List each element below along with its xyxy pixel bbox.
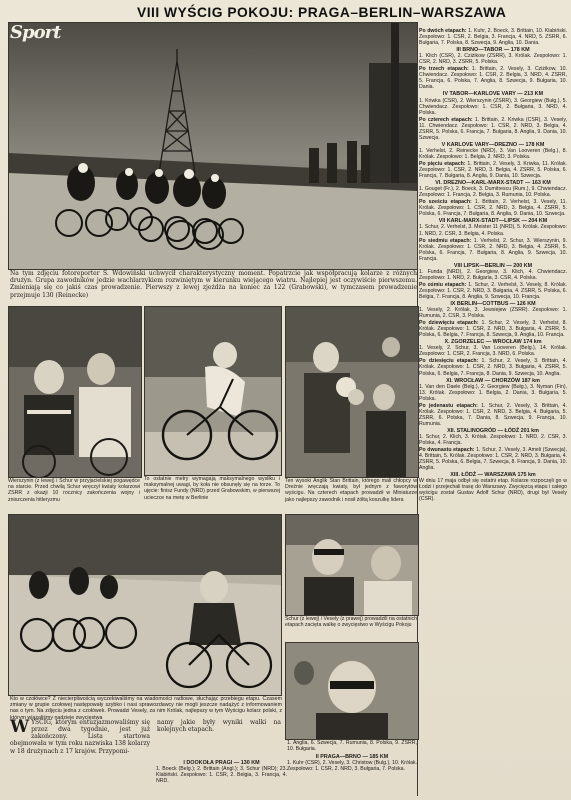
stage-result-label: Po dziewięciu etapach:	[419, 320, 479, 327]
stage-result-block	[419, 161, 567, 179]
stage-result-title: XII. STALINOGRÓD — ŁÓDŹ 201 km	[447, 427, 539, 434]
stage-result-title: IV TABOR—KARLOVE VARY — 213 KM	[442, 91, 544, 98]
photo-lead-group	[8, 514, 282, 696]
stage-result-block	[419, 378, 567, 402]
stage-result-body: 1. Brittain, 2. Verhelst, 3. Vesely, 11. Królak. Zespołowo: 1. CSR, 2. NRD, 3. Belgia, 4. ZSRR, 5. Polska, 6. Francja, 7. Bułgaria, 8. Anglia, 9. Dania, 10. Szwecja.	[419, 199, 567, 218]
lead-group-caption: Kto w czołówce? Z niecierpliwością wyczekiwaliśmy na wiadomości radiowe, słuchając przebiegu etapu. Czasem zmiany w grupie czołowej następowały szybko i nasi sprawozdawcy nie mogli jeszcze nadążyć z informowaniem nas o tym. Na zdjęciu jedna z czołówek. Prowadzi Vesely, za nim Królak, najlepszy w tym Wyścigu kolarz polski, z którym wiązaliśmy nadzieje zwycięstwa	[10, 696, 282, 721]
stage-result-block	[419, 238, 567, 262]
stage-result-text	[419, 384, 567, 402]
stage-result-block	[419, 47, 567, 65]
stage-result-body: 1. Schur, 2. Vesely, 3. Brittain, 4. Królak. Zespołowo: 1. CSR, 2. NRD, 3. Bułgaria, 4. ZSRR, 5. Polska, 6. Belgia, 7. Francja, 8. Dania, 9. Szwecja, 10. Anglia.	[419, 358, 567, 377]
stage-result-body: 1. Kuhr, 2. Boeck, 3. Brittain, 10. Klabiński. Zespołowo: 1. CSR, 2. Belgia, 3. Francja, 4. NRD, 5. ZSRR, 6. Bułgaria, 7. Polska, 8. Szwecja, 9. Anglia, 10. Dania.	[419, 28, 567, 47]
stage-result-text	[419, 269, 567, 281]
hero-photo-peloton	[8, 22, 418, 270]
stage-result-body: 1. Schur, 2. Verhelst, 3. Vesely, 8. Królak. Zespołowo: 1. CSR, 2. NRD, 3. Bułgaria, 4. ZSRR, 5. Polska, 6. Belgia, 7. Francja, 8. Anglia, 9. Szwecja, 10. Francja.	[419, 281, 567, 300]
stage-result-block	[419, 117, 567, 141]
stage-result-body: 1. Schur, 2. Vesely, 3. Brittain, 4. Królak. Zespołowo: 1. CSR, 2. NRD, 3. Belgia, 4. Bułgaria, 5. ZSRR, 6. Polska, 7. Dania, 8. Szwecja, 9. Francja, 10. Rumunia.	[419, 402, 567, 427]
stage-result-body: 1. Vesely, 2. Schur, 3. Van Looveren (Belg.), 14. Królak. Zespołowo: 1. CSR, 2. Francja, 3. NRD, 6. Polska.	[419, 345, 567, 358]
stage-result-block	[419, 218, 567, 236]
stage-result-text	[419, 282, 567, 300]
photo-rider-portrait	[285, 642, 419, 740]
stage-result-block	[419, 28, 567, 46]
stage-result-text	[419, 66, 567, 90]
stage-result-text	[419, 320, 567, 338]
stage-result-text	[419, 186, 567, 198]
stage-result-block	[419, 91, 567, 115]
stage-result-title: VI. DREZNO—KARL-MARX-STADT — 163 KM	[435, 180, 551, 187]
stage-result-body: W dniu 17 maja odbył się ostatni etap. Kolarze rozpoczęli go w Łodzi i przejechali trasę do Warszawy. Zwycięzcą etapu i całego wyścigu został Gustav Adolf Schur (NRD), drugi był Vesely (CSR).	[419, 478, 567, 503]
stage-result-body: 1. Schur, 2. Verhelst, 3. Meister 11 (NRD), 5. Królak. Zespołowo: 1. NRD, 2. CSR, 3. Belgia, 4. Polska.	[419, 224, 567, 237]
stage-result-block	[419, 199, 567, 217]
stage-result-text	[419, 224, 567, 236]
stage-result-label: Po czterech etapach:	[419, 116, 473, 123]
photo-a-caption: Wierszynin (z lewej) i Schur w przyjacielskiej pogawędce na starcie. Przed chwilą Schur wręczył kwiaty kolarzowi ZSRR z okazji 10 rocznicy zakończenia wojny i zniszczenia hitleryzmu	[8, 478, 140, 503]
stage-result-body: 1. Klich (CSR), 2. Cziżikow (ZSRR), 3. Królak. Zespołowo: 1. CSR, 2. NRD, 3. ZSRR, 5. Polska.	[419, 53, 567, 66]
stage-result-block	[419, 403, 567, 427]
stage-result-block	[419, 66, 567, 90]
two-riders-portrait-icon	[286, 515, 418, 615]
stage-result-label: Po jedenastu etapach:	[419, 402, 478, 409]
stage-result-body: 1. Vesely, 2. Królak, 3. Jewsiejew (ZSRR). Zespołowo: 1. Rumunia, 2. CSR, 3. Polska.	[419, 307, 567, 320]
article-intro	[10, 719, 150, 800]
stage-results-column	[419, 28, 567, 796]
stage-result-title: XIII. ŁÓDŹ — WARSZAWA 175 km	[450, 472, 536, 479]
stage-result-label: Po dwunastu etapach:	[419, 447, 475, 454]
stage-result-body: 1. Van den Daele (Belg.), 2. Georgiew (Bułg.), 3. Nyman (Fin), 13. Królak. Zespołowo: 1. Belgia, 2. Dania, 3. Bułgaria, 5. Polska.	[419, 383, 567, 402]
stage-result-text	[419, 28, 567, 46]
article-intro-text: YŚCIG, którym entuzjazmowaliśmy się przez dwa tygodnie, jest już zakończony. Lista startowa obejmowała w tym roku nazwiska 138 kolarzy w 18 drużynach z 17 krajów. Przypomi-	[10, 719, 151, 755]
crowd-flowers-image-icon	[286, 307, 418, 477]
stage-result-block	[419, 358, 567, 376]
stage-result-text	[419, 403, 567, 427]
stage-2-title: II PRAGA—BRNO — 185 KM	[315, 754, 389, 761]
stage-result-title: VII KARL-MARX-STADT—LIPSK — 204 KM	[438, 218, 548, 225]
stage-result-label: Po ośmiu etapach:	[419, 281, 467, 288]
lead-group-image-icon	[9, 515, 281, 695]
photo-sprint-finish	[144, 306, 282, 476]
stage-result-block	[419, 339, 567, 357]
stage-result-body: 1. Kriwka (CSR), 2. Wierszynin (ZSRR), 3. Georgiew (Bułg.), 5. Chwiendacz. Zespołowo: 1. CSR, 2. Bułgaria, 3. NRD, 4. Polska.	[419, 97, 567, 116]
stage-result-body: 1. Verhelst, 2. Reinecke (NRD), 3. Van Looveren (Belg.), 8. Królak. Zespołowo: 1. Belgia, 2. NRD, 3. Polska.	[419, 147, 567, 160]
stage-result-title: IX BERLIN—COTTBUS — 126 KM	[450, 301, 536, 308]
stage-result-block	[419, 180, 567, 198]
stage-result-label: Po dwóch etapach:	[419, 28, 467, 34]
stage-result-title: VIII LIPSK—BERLIN — 200 KM	[453, 262, 533, 269]
stage-result-label: Po dziesięciu etapach:	[419, 358, 479, 365]
stage-result-text	[419, 148, 567, 160]
stage-1-results	[156, 760, 287, 784]
stages-tail-text: 1. Anglia, 6. Szwecja, 7. Rumunia, 8. Polska, 9. ZSRR, 10. Bułgaria.	[287, 740, 417, 753]
stage-result-body: 1. Brittain, 2. Kriwka (CSR), 3. Vesely, 11. Chwiendacz. Zespołowo: 1. CSR, 2. NRD, 3. Belgia, 4. ZSRR, 5. Polska, 6. Francja, 7. Bułgaria, 8. Anglia, 9. Dania, 10. Szwecja.	[419, 116, 567, 141]
stage-1-text: 1. Boeck (Belg.); 2. Brittain (Angl.); 3. Schur (NRD); 23. Klabiński. Zespołowo: 1. CSR, 2. Belgia, 3. Francja, 4. NRD.	[156, 766, 287, 785]
sport-logo: Sport	[10, 22, 61, 43]
stage-result-block	[419, 301, 567, 319]
stage-result-title: XI. WROCŁAW — CHORZÓW 187 km	[446, 377, 540, 384]
photo-b-caption: To ostatnie metry wymagają maksymalnego wysiłku i maksymalnej uwagi, by koła nie obsunęły się na torze. To ujęcie: finisz Fundy (NRD) przed Grabowskim, w pierwszej ucieczce na metę w Berlinie	[144, 476, 280, 501]
stage-result-title: III BRNO—TABOR — 178 KM	[456, 47, 530, 54]
drop-cap: W	[10, 717, 30, 737]
sprinter-image-icon	[145, 307, 281, 475]
stage-result-text	[419, 434, 567, 446]
stage-result-text	[419, 345, 567, 357]
photo-brittain-flowers	[285, 306, 419, 478]
stage-result-text	[419, 447, 567, 471]
stage-result-text	[419, 478, 567, 502]
stage-result-body: 1. Schur, 2. Vesely, 3. Verhelst, 8. Królak. Zespołowo: 1. CSR, 2. NRD, 3. Bułgaria, 4. ZSRR, 5. Polska, 6. Belgia, 7. Francja, 8. Szwecja, 9. Anglia, 10. Francja.	[419, 320, 567, 339]
stage-result-text	[419, 358, 567, 376]
stage-result-body: 1. Schur, 2. Vesely, 3. Ameli (Szwecja), 4. Brittain, 5. Królak. Zespołowo: 1. CSR, 2. NRD, 3. Bułgaria, 4. ZSRR, 5. Polska, 6. Belgia, 7. Szwecja, 8. Francja, 9. Dania, 10. Anglia.	[419, 447, 567, 472]
stage-result-body: 1. Funda (NRD), 2. Georgiew, 3. Klich, 4. Chwiendacz. Zespołowo: 1. NRD, 2. Bułgaria, 3. CSR, 4. Polska.	[419, 268, 567, 281]
rider-face-image-icon	[286, 643, 418, 739]
stage-2-text: 1. Kuhr (CSR), 2. Vesely, 3. Christow (Bulg.), 10. Królak. Zespołowo: 1. CSR, 2. NRD, 3. Bułgaria, 7. Polska.	[287, 760, 417, 773]
stage-result-block	[419, 282, 567, 300]
stage-result-label: Po pięciu etapach:	[419, 160, 466, 167]
stage-result-label: Po siedmiu etapach:	[419, 237, 472, 244]
peloton-image-icon	[9, 23, 417, 269]
stage-result-text	[419, 117, 567, 141]
photo-d-caption: Schur (z lewej) i Vesely (z prawej) prowadzili na ostatnich etapach zacięta walkę o zwycięstwo w Wyścigu Pokoju	[285, 616, 417, 629]
stage-result-body: 1. Brittain, 2. Vesely, 3. Cziżikow, 10. Chwiendacz. Zespołowo: 1. CSR, 2. Belgia, 3. NRD, 4. ZSRR, 5. Francja, 6. Polska, 7. Anglia, 8. Szwecja, 9. Bułgaria, 10. Dania.	[419, 66, 567, 91]
stage-result-title: X. ZGORZELEC — WROCŁAW 174 km	[444, 339, 542, 346]
stage-result-text	[419, 98, 567, 116]
page-headline: VIII WYŚCIG POKOJU: PRAGA–BERLIN–WARSZAWA	[137, 5, 507, 20]
stage-result-block	[419, 320, 567, 338]
article-continuation-text: namy jakie były wyniki walki na kolejnych etapach.	[157, 719, 281, 734]
stage-result-block	[419, 142, 567, 160]
stage-result-block	[419, 472, 567, 502]
stage-result-body: 1. Verhelst, 2. Schur, 3. Wierszynin, 9. Królak. Zespołowo: 1. CSR, 2. NRD, 3. Belgia, 4. ZSRR, 5. Polska, 6. Francja, 7. Bułgaria, 8. Anglia, 9. Szwecja, 10. Francja.	[419, 237, 567, 262]
stage-result-body: 1. Gouget (Fr.), 2. Boeck, 3. Dumitrescu (Rum.), 9. Chwiendacz. Zespołowo: 1. Francja, 2. Belgia, 3. Rumunia, 10. Polska.	[419, 186, 567, 199]
stage-result-label: Po sześciu etapach:	[419, 199, 472, 206]
stage-1-title: I DOOKOŁA PRAGI — 130 KM	[183, 760, 260, 766]
stage-result-text	[419, 238, 567, 262]
stage-result-label: Po trzech etapach:	[419, 66, 469, 73]
stage-result-body: 1. Brittain, 2. Vesely, 3. Kriwka, 11. Królak. Zespołowo: 1. CSR, 2. NRD, 3. Belgia, 4. ZSRR, 5. Polska, 6. Francja, 7. Bułgaria, 8. Anglia, 9. Dania, 10. Szwecja.	[419, 160, 567, 180]
stage-result-text	[419, 53, 567, 65]
photo-schur-vesely	[285, 514, 419, 616]
stage-result-text	[419, 307, 567, 319]
stage-result-title: V KARLOVE VARY—DREZNO — 178 KM	[441, 141, 545, 148]
stage-result-text	[419, 199, 567, 217]
stage-result-text	[419, 161, 567, 179]
stage-2-results	[287, 740, 417, 772]
stage-result-block	[419, 447, 567, 471]
riders-portrait-image-icon	[9, 307, 141, 477]
photo-c-caption: Ten wysoki Anglik Stan Brittain, którego mali chłopcy w Dreźnie wręczają kwiaty, był jednym z faworytów wyścigu. Na czterech etapach prowadził w Miniaturze jako najlepszy zawodnik i nosił żółtą koszulkę lidera	[285, 478, 417, 503]
stage-result-body: 1. Schur, 2. Klich, 3. Królak. Zespołowo: 1. NRD, 2. CSR, 3. Polska, 4. Francja.	[419, 434, 567, 447]
stage-result-block	[419, 263, 567, 281]
photo-schur-wierszynin	[8, 306, 142, 478]
hero-photo-caption: Na tym zdjęciu fotoreporter S. Wdowiński uchwycił charakterystyczny moment. Popatrzcie jak współpracują kolarze z różnych drużyn. Grupa zawodników jedzie wachlarzykiem rozwiniętym w kierunku wiejącego wiatru. Najlepiej jest oczywiście pierwszemu. Zmieniają się co jakiś czas prowadzenie. Pierwszy z lewej zjeżdża na koniec za 122 (Grabowski), w tymczasem prowadzenie przejmuje 130 (Reinecke)	[10, 270, 417, 299]
stage-result-block	[419, 428, 567, 446]
